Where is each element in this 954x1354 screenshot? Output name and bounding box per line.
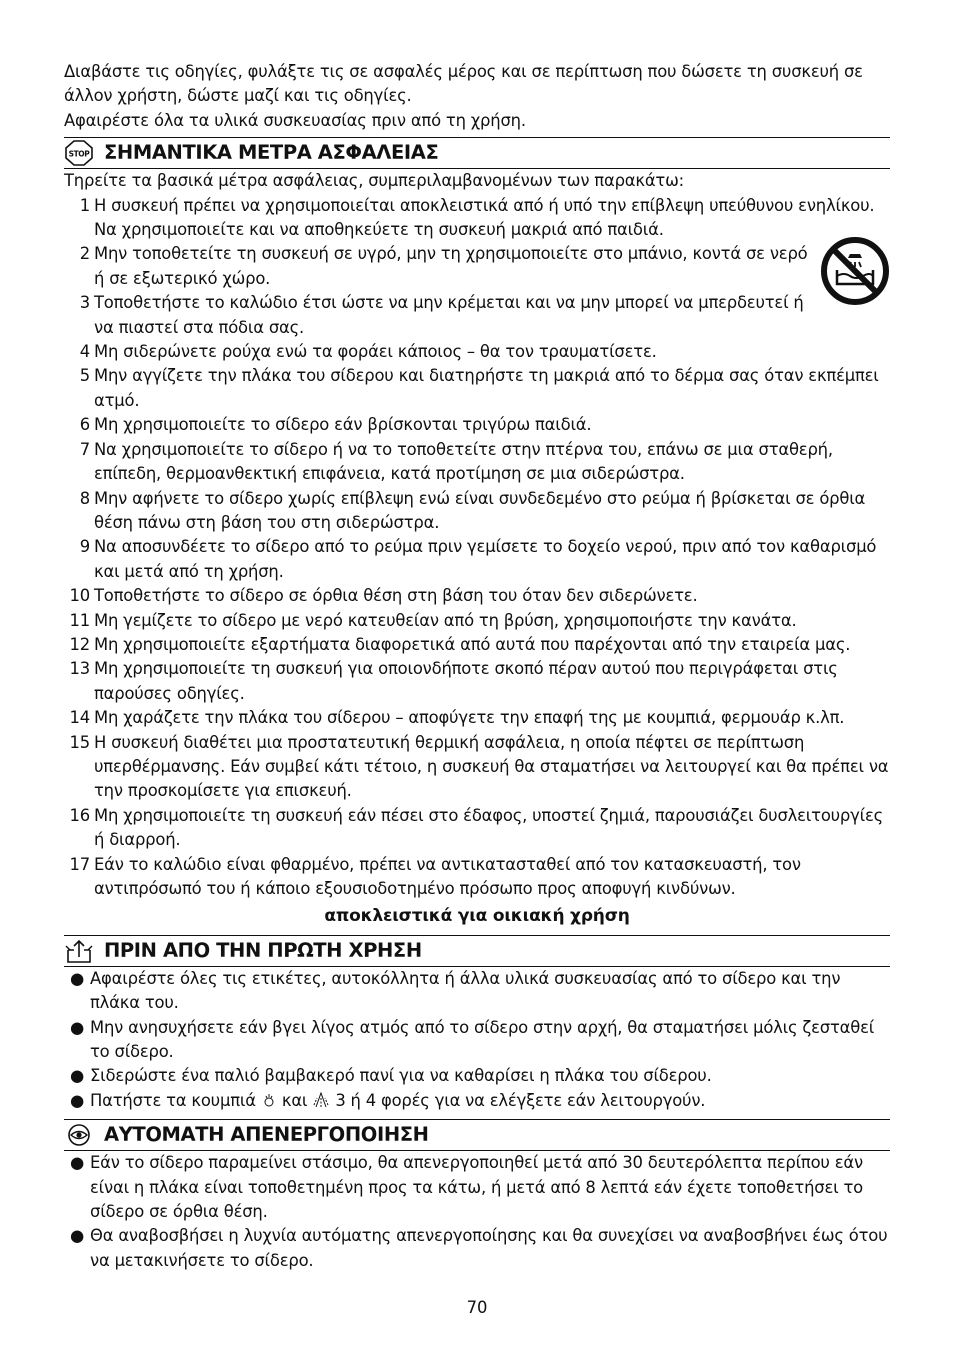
item-text: Εάν το σίδερο παραμείνει στάσιμο, θα απενεργοποιηθεί μετά από 30 δευτερόλεπτα περίπου εάν είναι η πλάκα είναι τοποθετημένη προς τα κάτω, ή μετά από 8 λεπτά εάν έχετε τοποθετήσει το σίδερο σε όρθια θέση. [90,1153,863,1222]
bullet: ● [69,1226,85,1246]
safety-lead: Τηρείτε τα βασικά μέτρα ασφάλειας, συμπεριλαμβανομένων των παρακάτω: [64,171,684,191]
eye-icon [64,1122,94,1148]
item-text-part: Πατήστε τα κουμπιά [90,1090,256,1110]
item-text: Να χρησιμοποιείτε το σίδερο ή να το τοποθετείτε στην πτέρνα του, επάνω σε μια σταθερή, επίπεδη, θερμοανθεκτική επιφάνεια, κατά προτίμηση σε μια σιδερώστρα. [94,439,833,484]
list-item [64,487,890,536]
bullet: ● [69,1153,85,1173]
bullet: ● [69,1017,85,1037]
item-number: 6 [79,415,90,435]
domestic-use-note: αποκλειστικά για οικιακή χρήση [324,906,630,927]
list-item [64,1064,890,1088]
item-number: 8 [79,488,90,508]
first-use-title: ΠΡΙΝ ΑΠΟ ΤΗΝ ΠΡΩΤΗ ΧΡΗΣΗ [104,938,422,962]
auto-off-title: ΑΥΤΟΜΑΤΗ ΑΠΕΝΕΡΓΟΠΟΙΗΣΗ [104,1123,429,1147]
list-item [64,1089,890,1115]
item-text: Να αποσυνδέετε το σίδερο από το ρεύμα πριν γεμίσετε το δοχείο νερού, πριν από τον καθαρισμό και μετά από τη χρήση. [94,537,877,581]
first-use-list [64,967,890,1115]
bullet: ● [69,1090,85,1110]
spray-button-icon [261,1091,277,1115]
steam-burst-icon [312,1091,330,1115]
item-number: 17 [69,854,90,874]
item-text: Μην ανησυχήσετε εάν βγει λίγος ατμός από το σίδερο στην αρχή, θα σταματήσει μόλις ζεσταθεί το σίδερο. [90,1017,875,1062]
intro-line: Αφαιρέστε όλα τα υλικά συσκευασίας πριν από τη χρήση. [64,110,526,130]
page-number: 70 [466,1298,488,1317]
list-item [64,706,890,730]
item-text: Μη χρησιμοποιείτε το σίδερο εάν βρίσκονται τριγύρω παιδιά. [94,415,592,435]
list-item [64,1016,890,1065]
list-item [64,242,890,291]
no-bath-warning-icon [820,236,890,306]
list-item [64,291,890,340]
stop-icon-label: STOP [68,149,90,159]
item-text: Μη χρησιμοποιείτε εξαρτήματα διαφορετικά από αυτά που παρέχονται από την εταιρεία μας. [94,634,851,654]
item-number: 10 [69,586,90,606]
manual-page [64,60,890,1273]
list-item [64,853,890,902]
item-text: Θα αναβοσβήσει η λυχνία αυτόματης απενεργοποίησης και θα συνεχίσει να αναβοσβήνει έως ότου να μετακινήσετε το σίδερο. [90,1226,888,1270]
list-item [64,609,890,633]
item-text: Η συσκευή πρέπει να χρησιμοποιείται αποκλειστικά από ή υπό την επίβλεψη υπεύθυνου ενηλίκου. Να χρησιμοποιείτε και να αποθηκεύετε τη συσκευή μακριά από παιδιά. [94,195,875,240]
bullet: ● [69,968,85,988]
list-item [64,194,890,243]
item-number: 3 [79,293,90,313]
intro-line: Διαβάστε τις οδηγίες, φυλάξτε τις σε ασφαλές μέρος και σε περίπτωση που δώσετε τη συσκευή σε άλλον χρήστη, δώστε μαζί και τις οδηγίες. [64,62,863,106]
safety-heading [64,137,890,169]
item-text: Σιδερώστε ένα παλιό βαμβακερό πανί για να καθαρίσει η πλάκα του σίδερου. [90,1066,712,1086]
auto-off-heading [64,1119,890,1151]
item-text: Αφαιρέστε όλες τις ετικέτες, αυτοκόλλητα ή άλλα υλικά συσκευασίας από το σίδερο και την πλάκα του. [90,968,841,1013]
list-item [64,804,890,853]
list-item [64,967,890,1016]
item-number: 16 [69,805,90,825]
item-text: Μη χρησιμοποιείτε τη συσκευή εάν πέσει στο έδαφος, υποστεί ζημιά, παρουσιάζει δυσλειτουργίες ή διαρροή. [94,805,884,850]
item-number: 13 [69,659,90,679]
auto-off-list [64,1151,890,1273]
item-text-part: και [281,1090,308,1110]
item-text: Μη γεμίζετε το σίδερο με νερό κατευθείαν από τη βρύση, χρησιμοποιήστε την κανάτα. [94,610,797,630]
item-number: 14 [69,708,90,728]
item-text: Μην τοποθετείτε τη συσκευή σε υγρό, μην τη χρησιμοποιείτε στο μπάνιο, κοντά σε νερό ή σε εξωτερικό χώρο. [94,244,808,288]
list-item [64,413,890,437]
list-item [64,1151,890,1224]
list-item [64,1224,890,1273]
item-number: 15 [69,732,90,752]
item-number: 4 [79,342,90,362]
item-number: 12 [69,634,90,654]
stop-icon [64,140,94,166]
first-use-heading [64,935,890,967]
item-number: 1 [79,195,90,215]
item-text: Μη χαράζετε την πλάκα του σίδερου – αποφύγετε την επαφή της με κουμπιά, φερμουάρ κ.λπ. [94,708,845,728]
list-item [64,731,890,804]
item-number: 5 [79,366,90,386]
list-item [64,657,890,706]
item-number: 11 [69,610,90,630]
unpack-box-icon [64,938,94,964]
list-item [64,633,890,657]
item-text: Τοποθετήστε το σίδερο σε όρθια θέση στη βάση του όταν δεν σιδερώνετε. [94,586,698,606]
item-text: Μη σιδερώνετε ρούχα ενώ τα φοράει κάποιος – θα τον τραυματίσετε. [94,342,657,362]
item-text [90,1089,890,1115]
list-item [64,584,890,608]
item-text-part: 3 ή 4 φορές για να ελέγξετε εάν λειτουργούν. [335,1090,706,1110]
safety-title: ΣΗΜΑΝΤΙΚΑ ΜΕΤΡΑ ΑΣΦΑΛΕΙΑΣ [104,141,439,165]
item-text: Μην αφήνετε το σίδερο χωρίς επίβλεψη ενώ είναι συνδεδεμένο στο ρεύμα ή βρίσκεται σε όρθια θέση πάνω στη βάση του στη σιδερώστρα. [94,488,866,532]
list-item [64,340,890,364]
item-text: Μην αγγίζετε την πλάκα του σίδερου και διατηρήστε τη μακριά από το δέρμα σας όταν εκπέμπει ατμό. [94,366,879,410]
item-text: Εάν το καλώδιο είναι φθαρμένο, πρέπει να αντικατασταθεί από τον κατασκευαστή, τον αντιπρόσωπό του ή κάποιο εξουσιοδοτημένο πρόσωπο προς αποφυγή κινδύνων. [94,854,801,898]
list-item [64,364,890,413]
list-item [64,438,890,487]
item-text: Μη χρησιμοποιείτε τη συσκευή για οποιονδήποτε σκοπό πέραν αυτού που περιγράφεται στις παρούσες οδηγίες. [94,659,838,703]
item-number: 2 [79,244,90,264]
item-number: 7 [79,439,90,459]
bullet: ● [69,1066,85,1086]
safety-list [64,194,890,902]
item-text: Η συσκευή διαθέτει μια προστατευτική θερμική ασφάλεια, η οποία πέφτει σε περίπτωση υπερθέρμανσης. Εάν συμβεί κάτι τέτοιο, η συσκευή θα σταματήσει να λειτουργεί και θα πρέπει να την προσκομίσετε για επισκευή. [94,732,889,801]
list-item [64,535,890,584]
item-number: 9 [79,537,90,557]
intro [64,60,890,133]
item-text: Τοποθετήστε το καλώδιο έτσι ώστε να μην κρέμεται και να μην μπορεί να μπερδευτεί ή να πιαστεί στα πόδια σας. [94,293,804,337]
